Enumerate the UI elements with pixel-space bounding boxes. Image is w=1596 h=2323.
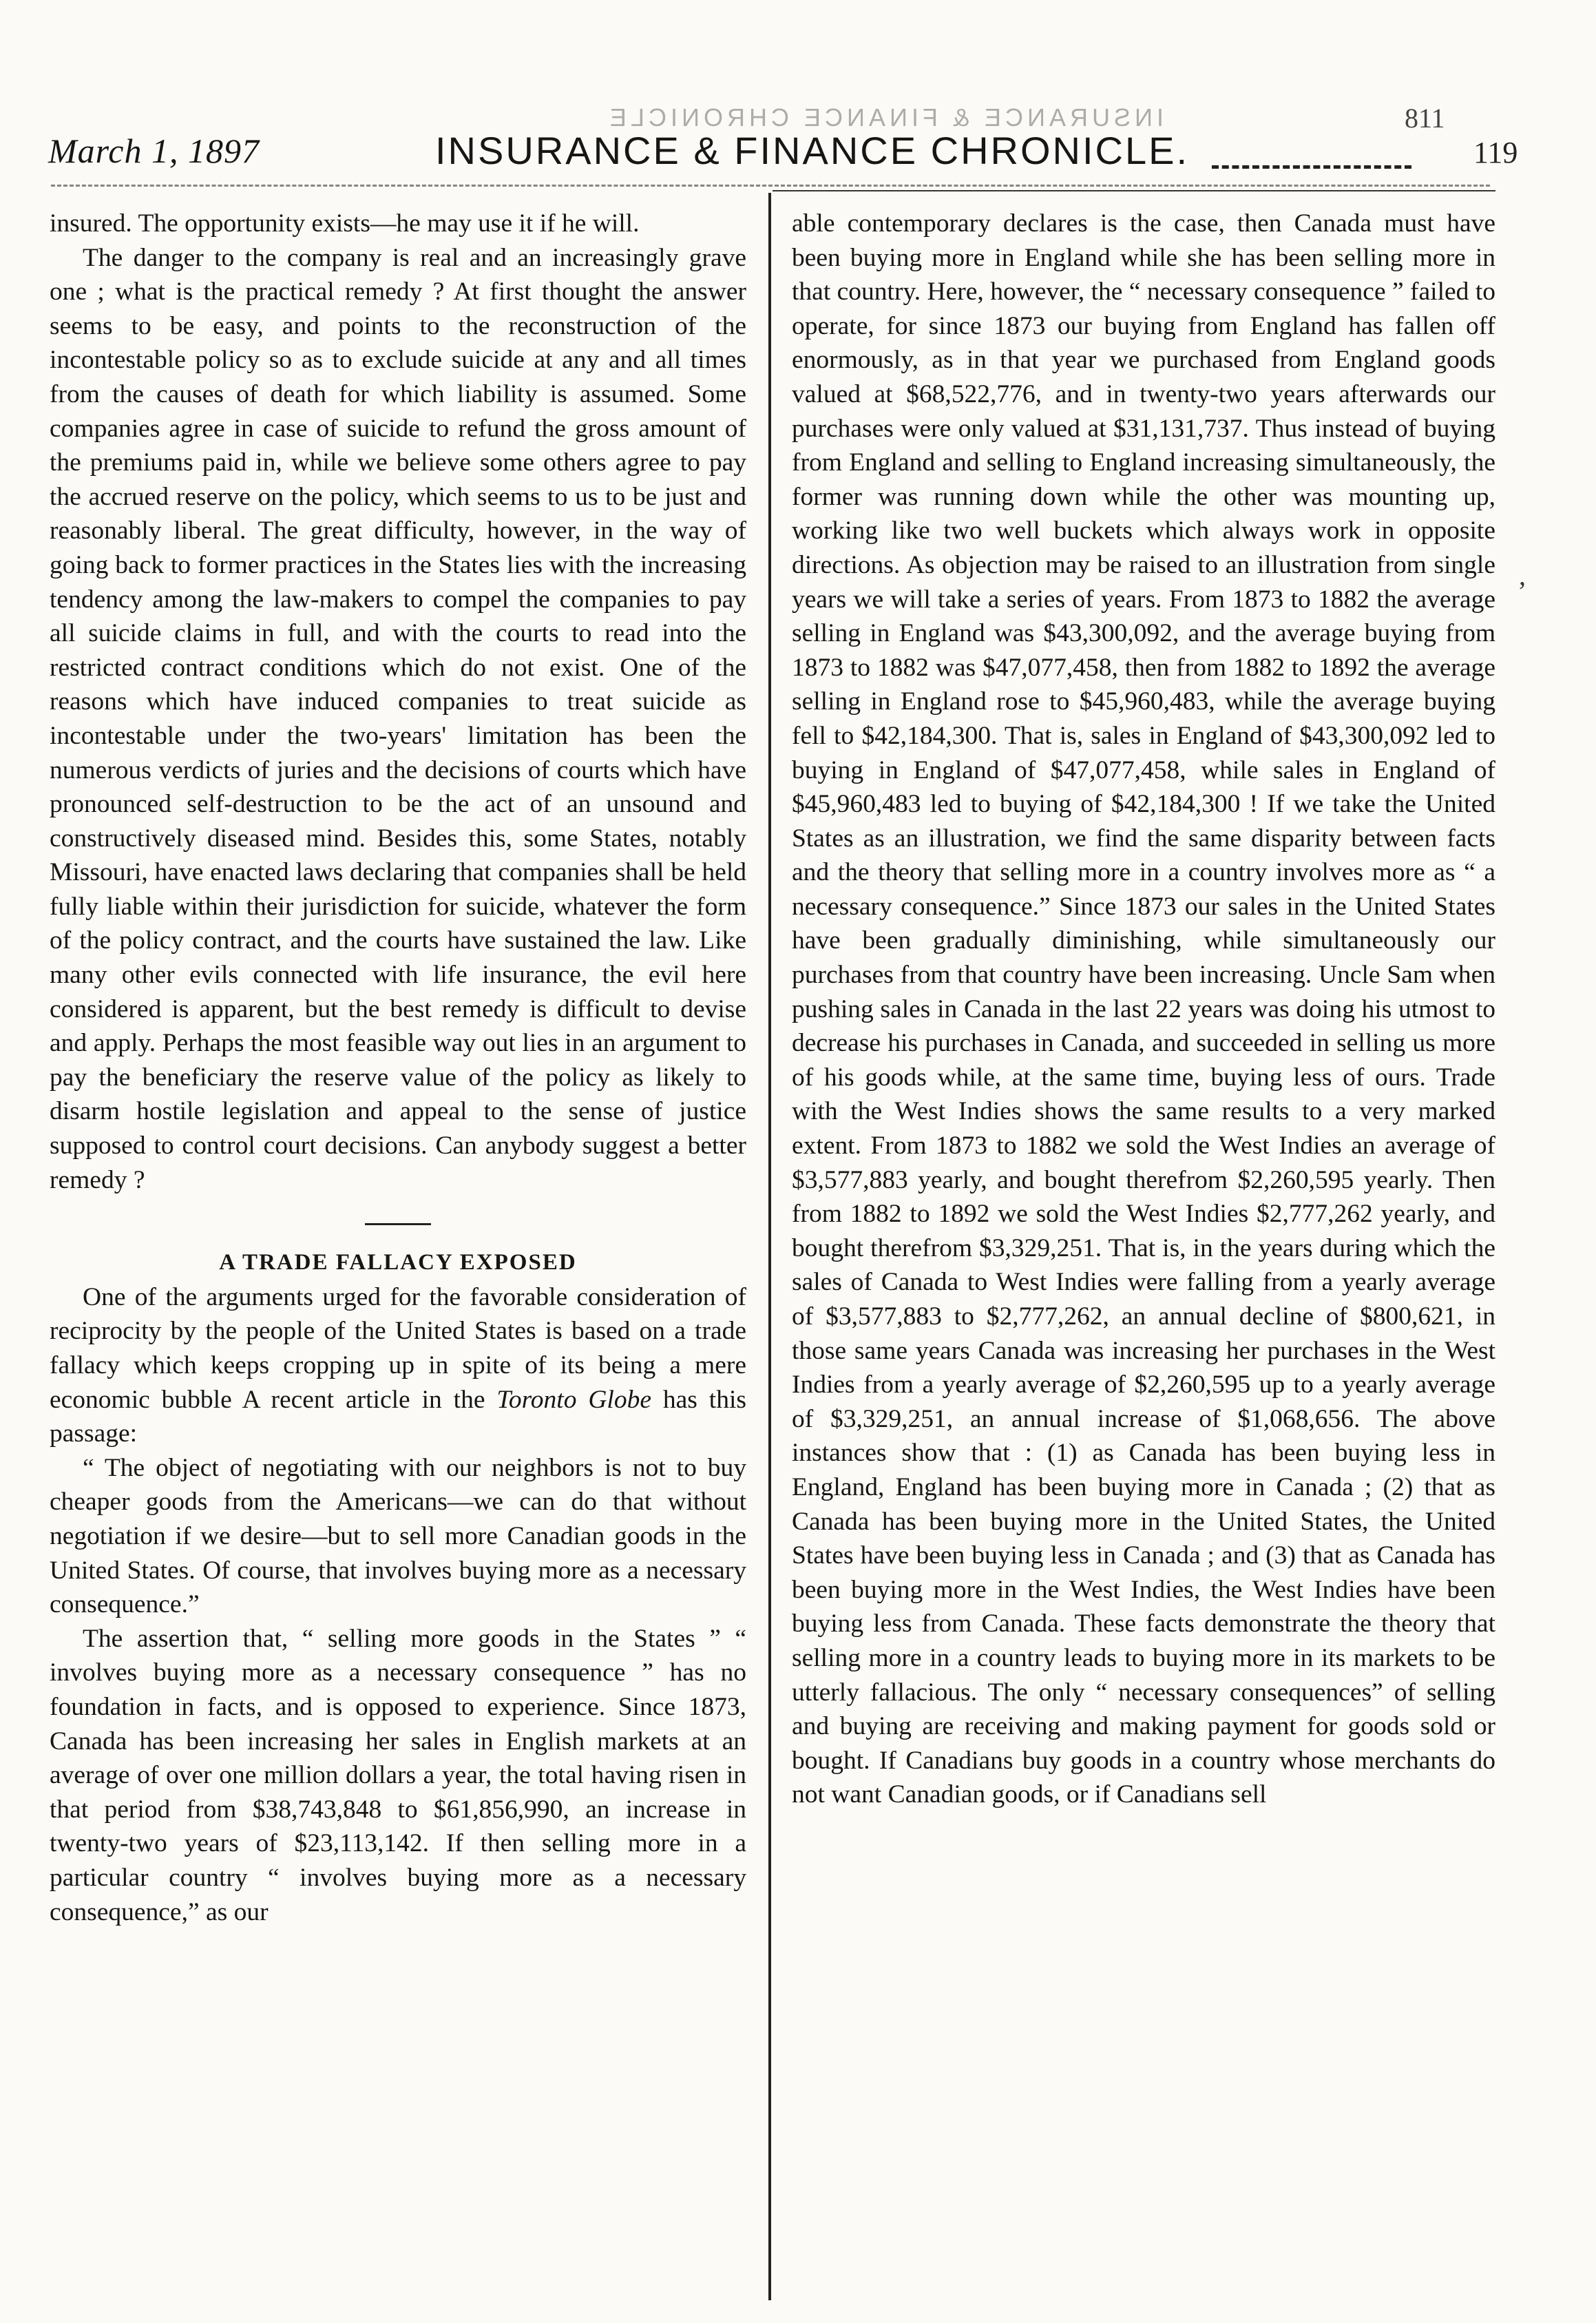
column-top-rule bbox=[773, 190, 1495, 191]
paragraph bbox=[50, 1280, 746, 1451]
paragraph-text: One of the arguments urged for the favorable consideration of reciprocity by the people of the United States is based on a trade fallacy which keeps cropping up in spite of its being a mere economic bubble A recent article in the bbox=[50, 1282, 746, 1414]
publication-title: INSURANCE & FINANCE CHRONICLE. bbox=[435, 129, 1190, 172]
page-number-alt: 119 bbox=[1473, 136, 1518, 169]
left-column bbox=[50, 207, 746, 1929]
quoted-passage: “ The object of negotiating with our neighbors is not to buy cheaper goods from the Americans—we can do that without negotiation if we desire—but to sell more Canadian goods in the United States. Of course, that involves buying more as a necessary consequence.” bbox=[50, 1453, 746, 1619]
source-title: Toronto Globe bbox=[496, 1385, 651, 1414]
section-divider bbox=[365, 1223, 431, 1225]
column-divider bbox=[768, 193, 771, 2300]
section-heading: A TRADE FALLACY EXPOSED bbox=[219, 1250, 577, 1275]
paragraph: The danger to the company is real and an increasingly grave one ; what is the practical remedy ? At first thought the answer seems to be easy, and points to the reconstruction of the incontestable policy so as to exclude suicide at any and all times from the causes of death for which liability is assumed. Some companies agree in case of suicide to refund the gross amount of the premiums paid in, while we believe some others agree to pay the accrued reserve on the policy, which seems to us to be just and reasonably liberal. The great difficulty, however, in the way of going back to former practices in the States lies with the increasing tendency among the law-makers to compel the companies to pay all suicide claims in full, and with the courts to read into the restricted contract conditions which do not exist. One of the reasons which have induced companies to treat suicide as incontestable under the two-years' limitation has been the numerous verdicts of juries and the decisions of courts which have pronounced self-destruction to be the act of an unsound and constructively diseased mind. Besides this, some States, notably Missouri, have enacted laws declaring that companies shall be held fully liable within their jurisdiction for suicide, whatever the form of the policy contract, and the courts have sustained the law. Like many other evils connected with life insurance, the evil here considered is apparent, but the best remedy is difficult to devise and apply. Perhaps the most feasible way out lies in an argument to pay the beneficiary the reserve value of the policy as likely to disarm hostile legislation and appeal to the sense of justice supposed to control court decisions. Can anybody suggest a better remedy ? bbox=[50, 243, 746, 1194]
paragraph-text: has this passage: bbox=[50, 1385, 746, 1448]
right-column bbox=[792, 207, 1495, 1812]
issue-date: March 1, 1897 bbox=[48, 132, 260, 170]
paragraph: The assertion that, “ selling more goods in the States ” “ involves buying more as a necessary consequence ” has no foundation in facts, and is opposed to experience. Since 1873, Canada has been increasing her sales in English markets at an average of over one million dollars a year, the total having risen in that period from $38,743,848 to $61,856,990, an increase in twenty-two years of $23,113,142. If then selling more in a particular country “ involves buying more as a necessary consequence,” as our bbox=[50, 1624, 746, 1926]
header-dash-rule bbox=[1212, 165, 1411, 169]
page-number: 811 bbox=[1405, 103, 1445, 134]
bleed-through-text: INSURANCE & FINANCE CHRONICLE bbox=[605, 103, 1164, 131]
header-rule bbox=[51, 185, 1490, 187]
margin-mark: , bbox=[1519, 560, 1526, 591]
paragraph-continued: able contemporary declares is the case, then Canada must have been buying more in England while she has been selling more in that country. Here, however, the “ necessary consequence ” failed to operate, for since 1873 our buying from England has fallen off enormously, as in that year we purchased from England goods valued at $68,522,776, and in twenty-two years afterwards our purchases were only valued at $31,131,737. Thus instead of buying from England and selling to England increasing simultaneously, the former was running down while the other was mounting up, working like two well buckets which always work in opposite directions. As objection may be raised to an illustration from single years we will take a series of years. From 1873 to 1882 the average selling in England was $43,300,092, and the average buying from 1873 to 1882 was $47,077,458, then from 1882 to 1892 the average selling in England rose to $45,960,483, while the average buying fell to $42,184,300. That is, sales in England of $43,300,092 led to buying in England of $47,077,458, while sales in England of $45,960,483 led to buying of $42,184,300 ! If we take the United States as an illustration, we find the same disparity between facts and the theory that selling more in a country involves more as “ a necessary consequence.” Since 1873 our sales in the United States have been gradually diminishing, while simultaneously our purchases from that country have been increasing. Uncle Sam when pushing sales in Canada in the last 22 years was doing his utmost to decrease his purchases in Canada, and succeeded in selling us more of his goods while, at the same time, buying less of ours. Trade with the West Indies shows the same results to a very marked extent. From 1873 to 1882 we sold the West Indies an average of $3,577,883 yearly, and bought therefrom $2,260,595 yearly. Then from 1882 to 1892 we sold the West Indies $2,777,262 yearly, and bought therefrom $3,329,251. That is, in the years during which the sales of Canada to West Indies were falling from a yearly average of $3,577,883 to $2,777,262, an annual decline of $800,621, in those same years Canada was increasing her purchases in the West Indies from a yearly average of $2,260,595 up to a yearly average of $3,329,251, an annual increase of $1,068,656. The above instances show that : (1) as Canada has been buying less in England, England has been buying more in Canada ; (2) that as Canada has been buying more in the United States, the United States have been buying less in Canada ; and (3) that as Canada has been buying more in the West Indies, the West Indies have been buying less from Canada. These facts demonstrate the theory that selling more in a country leads to buying more in its markets to be utterly fallacious. The only “ necessary consequences” of selling and buying are receiving and making payment for goods sold or bought. If Canadians buy goods in a country whose merchants do not want Canadian goods, or if Canadians sell bbox=[792, 209, 1495, 1809]
paragraph-continued: insured. The opportunity exists—he may use it if he will. bbox=[50, 209, 640, 238]
